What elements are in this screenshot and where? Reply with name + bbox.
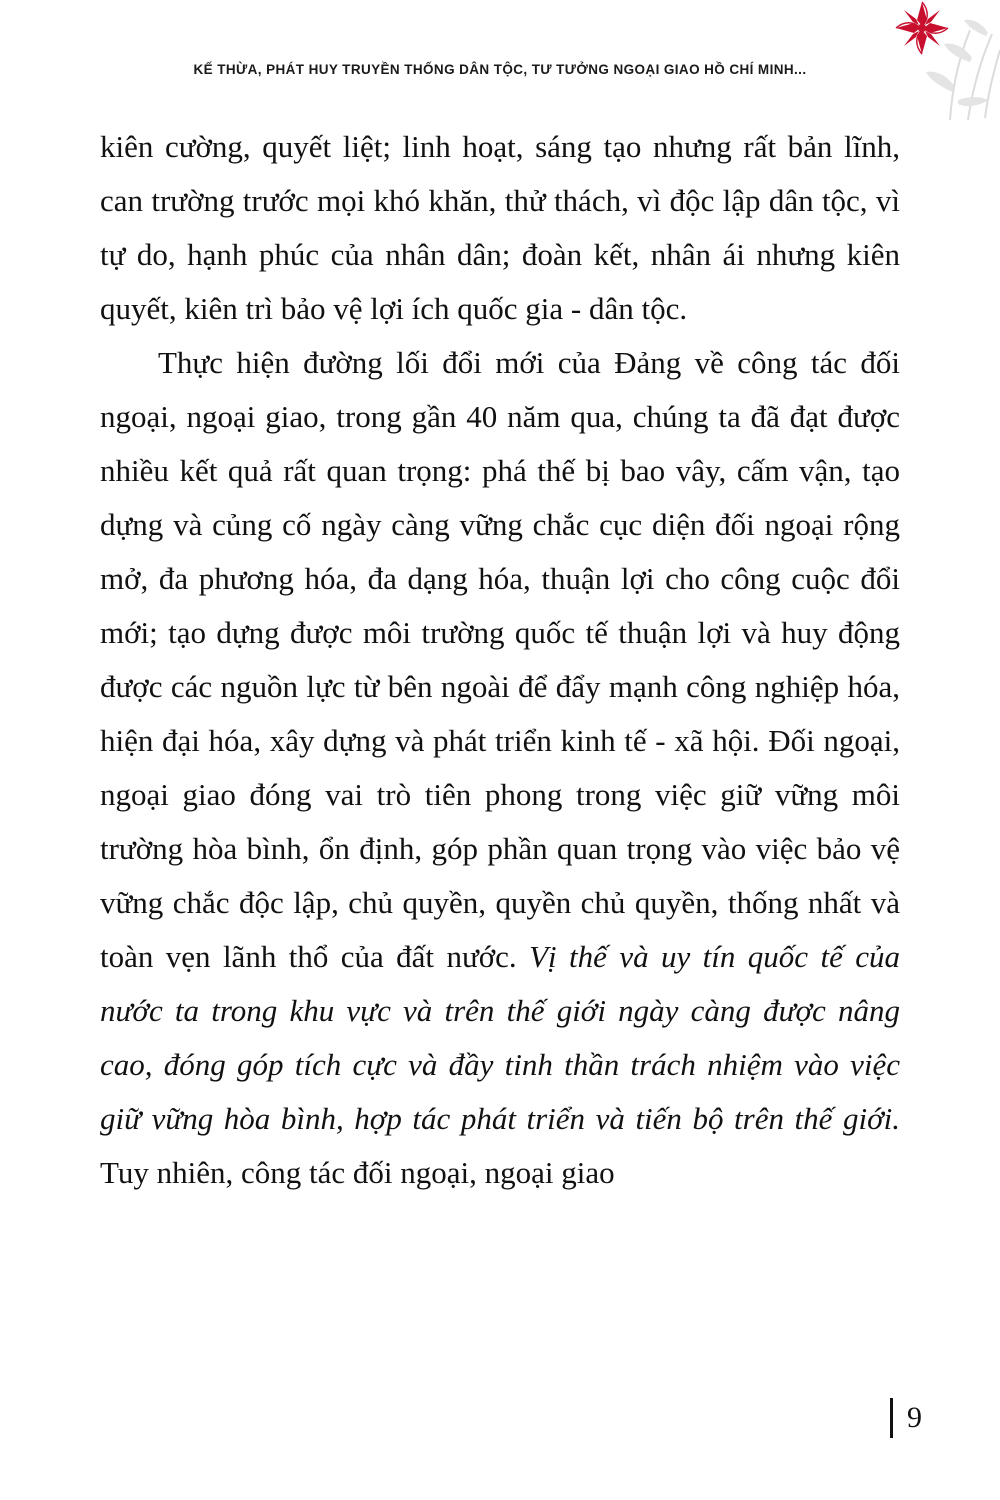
paragraph-second-run-roman-2: Tuy nhiên, công tác đối ngoại, ngoại giao	[100, 1155, 615, 1190]
paragraph-continued	[100, 120, 900, 336]
paragraph-second	[100, 336, 900, 1200]
folio-rule	[890, 1398, 893, 1438]
page-number: 9	[907, 1401, 922, 1434]
paragraph-second-run-italic: Vị thế và uy tín quốc tế của nước ta trong khu vực và trên thế giới ngày càng được nâng cao, đóng góp tích cực và đầy tinh thần trách nhiệm vào việc giữ vững hòa bình, hợp tác phát triển và tiến bộ trên thế giới.	[100, 939, 900, 1136]
body-text	[100, 120, 900, 1200]
paragraph-second-run-roman-1: Thực hiện đường lối đổi mới của Đảng về công tác đối ngoại, ngoại giao, trong gần 40 năm qua, chúng ta đã đạt được nhiều kết quả rất quan trọng: phá thế bị bao vây, cấm vận, tạo dựng và củng cố ngày càng vững chắc cục diện đối ngoại rộng mở, đa phương hóa, đa dạng hóa, thuận lợi cho công cuộc đổi mới; tạo dựng được môi trường quốc tế thuận lợi và huy động được các nguồn lực từ bên ngoài để đẩy mạnh công nghiệp hóa, hiện đại hóa, xây dựng và phát triển kinh tế - xã hội. Đối ngoại, ngoại giao đóng vai trò tiên phong trong việc giữ vững môi trường hòa bình, ổn định, góp phần quan trọng vào việc bảo vệ vững chắc độc lập, chủ quyền, quyền chủ quyền, thống nhất và toàn vẹn lãnh thổ của đất nước.	[100, 345, 900, 974]
red-flower-bamboo-ornament	[800, 0, 1000, 120]
paragraph-continued-text: kiên cường, quyết liệt; linh hoạt, sáng tạo nhưng rất bản lĩnh, can trường trước mọi khó khăn, thử thách, vì độc lập dân tộc, vì tự do, hạnh phúc của nhân dân; đoàn kết, nhân ái nhưng kiên quyết, kiên trì bảo vệ lợi ích quốc gia - dân tộc.	[100, 129, 900, 326]
running-head: KẾ THỪA, PHÁT HUY TRUYỀN THỐNG DÂN TỘC, TƯ TƯỞNG NGOẠI GIAO HỒ CHÍ MINH...	[193, 62, 807, 77]
folio	[890, 1398, 922, 1438]
